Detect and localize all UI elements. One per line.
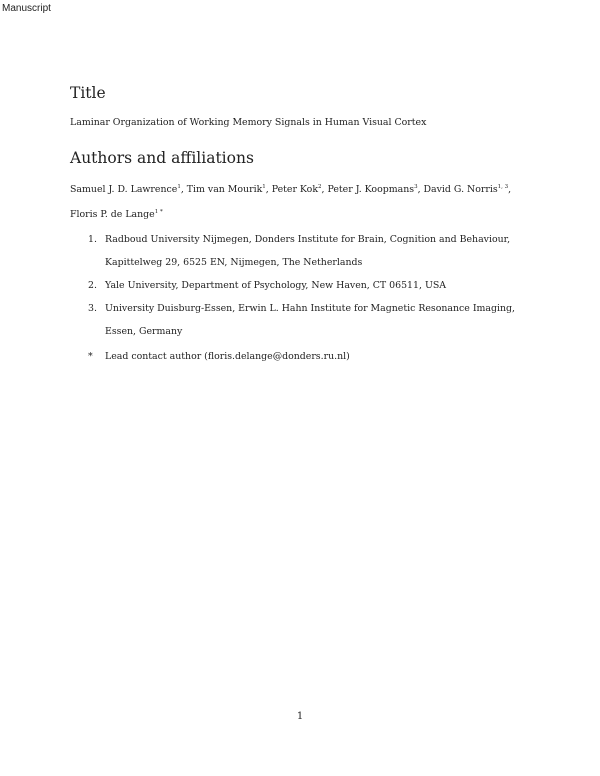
author-affiliation-mark: 1 *: [154, 209, 163, 215]
lead-contact-mark: *: [88, 351, 93, 362]
author-separator: ,: [180, 184, 187, 195]
affiliation-text: University Duisburg-Essen, Erwin L. Hahn Institute for Magnetic Resonance Imaging, Essen, Germany: [105, 303, 516, 337]
affiliation-number: 2.: [88, 280, 97, 291]
author-affiliation-mark: 3: [414, 184, 418, 190]
author-name: Peter J. Koopmans: [327, 184, 415, 195]
author: [424, 184, 512, 195]
affiliation-item: [88, 297, 528, 343]
author-separator: ,: [321, 184, 328, 195]
author: [70, 209, 163, 220]
affiliation-item: [88, 274, 528, 297]
author-name: Tim van Mourik: [186, 184, 263, 195]
author: [327, 184, 423, 195]
manuscript-label: Manuscript: [2, 3, 51, 14]
affiliation-number: 3.: [88, 303, 97, 314]
author-list: [70, 176, 540, 226]
affiliation-text: Yale University, Department of Psychology, New Haven, CT 06511, USA: [105, 280, 447, 291]
author: [187, 184, 272, 195]
title-heading: Title: [70, 84, 106, 102]
affiliation-text: Radboud University Nijmegen, Donders Institute for Brain, Cognition and Behaviour, Kapittelweg 29, 6525 EN, Nijmegen, The Netherlands: [105, 234, 511, 268]
page-number: 1: [296, 711, 304, 722]
lead-contact-text: Lead contact author (floris.delange@donders.ru.nl): [105, 351, 350, 362]
author-affiliation-mark: 2: [318, 184, 322, 190]
author-separator: ,: [265, 184, 272, 195]
author-name: David G. Norris: [423, 184, 498, 195]
affiliation-list: [88, 228, 528, 343]
affiliation-number: 1.: [88, 234, 97, 245]
author-name: Peter Kok: [271, 184, 319, 195]
author: [70, 184, 187, 195]
author-affiliation-mark: 1, 3: [497, 184, 509, 190]
authors-heading: Authors and affiliations: [70, 149, 254, 167]
author-separator: ,: [508, 184, 512, 195]
author-name: Samuel J. D. Lawrence: [70, 184, 178, 195]
author-affiliation-mark: 1: [177, 184, 181, 190]
author: [272, 184, 328, 195]
lead-contact: [88, 345, 528, 368]
author-separator: ,: [417, 184, 424, 195]
author-name: Floris P. de Lange: [70, 209, 155, 220]
author-affiliation-mark: 1: [262, 184, 266, 190]
paper-title: Laminar Organization of Working Memory Signals in Human Visual Cortex: [70, 117, 427, 128]
affiliation-item: [88, 228, 528, 274]
